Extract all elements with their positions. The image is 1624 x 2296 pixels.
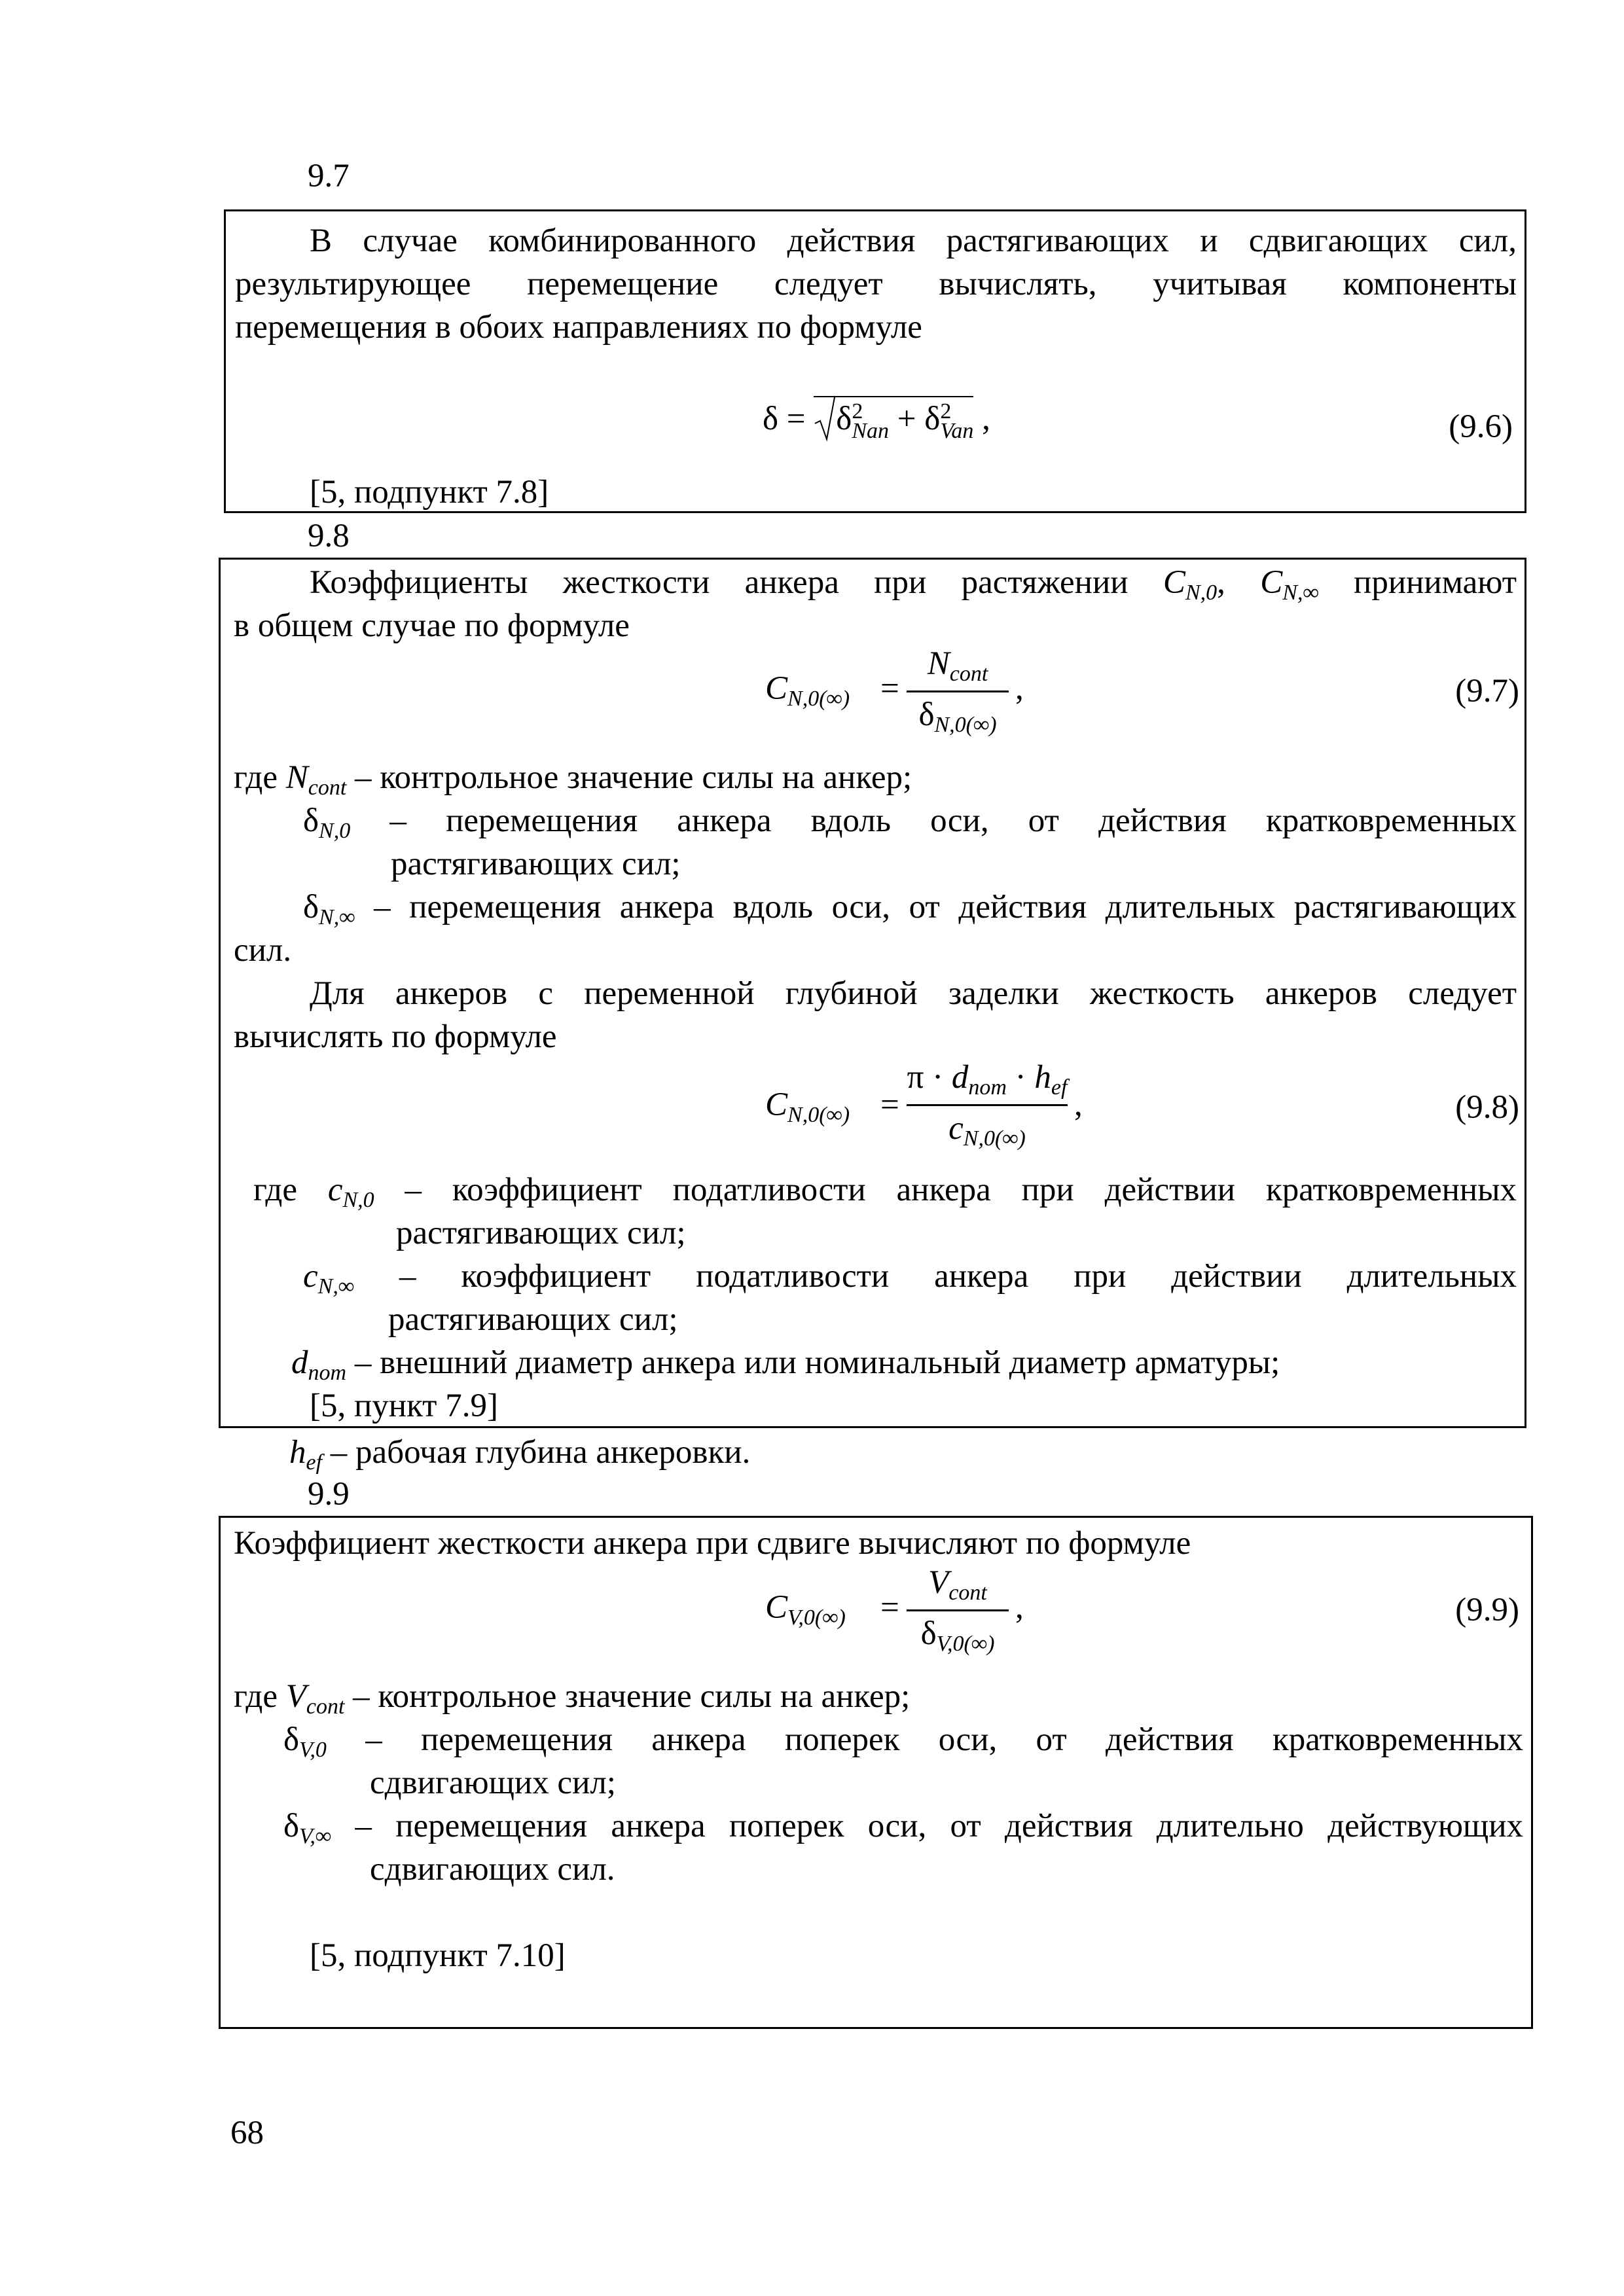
formula-number-9-8: (9.8) bbox=[1455, 1089, 1519, 1126]
formula-comma: , bbox=[982, 401, 990, 437]
def-c-n0: где $c_{N,0}$ – коэффициент податливости анкера при действии кратковременных bbox=[253, 1172, 1517, 1212]
def-delta-v0-cont: сдвигающих сил; bbox=[370, 1765, 616, 1801]
def-hef: $h_{ef}$ – рабочая глубина анкеровки. bbox=[289, 1434, 751, 1475]
sup-2: 2 bbox=[852, 399, 863, 424]
sqrt-radical bbox=[814, 396, 974, 444]
def-delta-n0: $\delta_{N,0}$ – перемещения анкера вдоль оси, от действия кратковременных bbox=[303, 802, 1517, 843]
def-dnom: $d_{nom}$ – внешний диаметр анкера или номинальный диаметр арматуры; bbox=[291, 1344, 1280, 1385]
fraction-bar bbox=[907, 1609, 1009, 1611]
formula-9-6 bbox=[763, 396, 990, 444]
section-number-9-7: 9.7 bbox=[308, 158, 350, 194]
sub-nan: Nan bbox=[852, 419, 890, 444]
sub-van: Van bbox=[940, 419, 974, 444]
para-line: вычислять по формуле bbox=[234, 1018, 557, 1055]
sup-2: 2 bbox=[940, 399, 952, 424]
para-line: Коэффициенты жесткости анкера при растяжении $C_{N,0}$, $C_{N,\infty}$ принимают bbox=[310, 564, 1517, 605]
sqrt-sign-icon bbox=[814, 396, 836, 442]
where-ncont: где $N_{cont}$ – контрольное значение силы на анкер; bbox=[234, 759, 912, 800]
fraction-bar bbox=[907, 1104, 1068, 1106]
para-line: В случае комбинированного действия растягивающих и сдвигающих сил, bbox=[310, 223, 1517, 259]
section-9-8-box bbox=[219, 558, 1526, 1428]
formula-9-9: $C_{V,0(\infty)}$ = $V_{cont}$ $\delta_{V,0(\infty)}$ , bbox=[765, 1564, 1024, 1656]
def-delta-v0: $\delta_{V,0}$ – перемещения анкера поперек оси, от действия кратковременных bbox=[283, 1721, 1523, 1762]
formula-lhs: δ = bbox=[763, 401, 814, 437]
reference-9-9: [5, подпункт 7.10] bbox=[310, 1937, 566, 1974]
section-number-9-8: 9.8 bbox=[308, 518, 350, 554]
formula-number-9-6: (9.6) bbox=[1449, 408, 1513, 445]
where-vcont: где $V_{cont}$ – контрольное значение силы на анкер; bbox=[234, 1678, 911, 1719]
page-number: 68 bbox=[230, 2115, 264, 2151]
formula-number-9-7: (9.7) bbox=[1455, 673, 1519, 709]
def-c-n0-cont: растягивающих сил; bbox=[396, 1215, 686, 1251]
plus-delta-v: + δ bbox=[889, 401, 941, 437]
def-delta-n0-cont: растягивающих сил; bbox=[391, 846, 681, 882]
def-c-ninf: $c_{N,\infty}$ – коэффициент податливости анкера при действии длительных bbox=[303, 1258, 1517, 1299]
para-line: результирующее перемещение следует вычислять, учитывая компоненты bbox=[235, 266, 1517, 302]
reference-9-8: [5, пункт 7.9] bbox=[310, 1388, 498, 1424]
para-line: Коэффициент жесткости анкера при сдвиге вычисляют по формуле bbox=[234, 1525, 1191, 1562]
para-line: перемещения в обоих направлениях по формуле bbox=[235, 309, 922, 346]
formula-9-7: $C_{N,0(\infty)}$ = $N_{cont}$ $\delta_{N,0(\infty)}$ , bbox=[765, 645, 1024, 737]
section-9-7-box bbox=[224, 209, 1526, 513]
para-line: в общем случае по формуле bbox=[234, 607, 630, 644]
def-delta-vinf-cont: сдвигающих сил. bbox=[370, 1851, 615, 1888]
section-number-9-9: 9.9 bbox=[308, 1476, 350, 1513]
formula-number-9-9: (9.9) bbox=[1455, 1592, 1519, 1628]
def-c-ninf-cont: растягивающих сил; bbox=[388, 1301, 678, 1338]
delta-n: δ bbox=[836, 401, 852, 437]
def-delta-ninf: $\delta_{N,\infty}$ – перемещения анкера вдоль оси, от действия длительных растягивающих bbox=[303, 889, 1517, 929]
reference-9-7: [5, подпункт 7.8] bbox=[310, 474, 549, 511]
fraction-bar bbox=[907, 691, 1009, 692]
para-line: Для анкеров с переменной глубиной заделки жесткость анкеров следует bbox=[310, 975, 1517, 1012]
def-delta-vinf: $\delta_{V,\infty}$ – перемещения анкера поперек оси, от действия длительно действующих bbox=[283, 1808, 1523, 1848]
formula-9-8: $C_{N,0(\infty)}$ = $\pi \cdot d_{nom} \cdot h_{ef}$ $c_{N,0(\infty)}$ , bbox=[765, 1059, 1083, 1151]
def-delta-ninf-cont: сил. bbox=[234, 932, 292, 969]
section-9-9-box bbox=[219, 1516, 1533, 2029]
